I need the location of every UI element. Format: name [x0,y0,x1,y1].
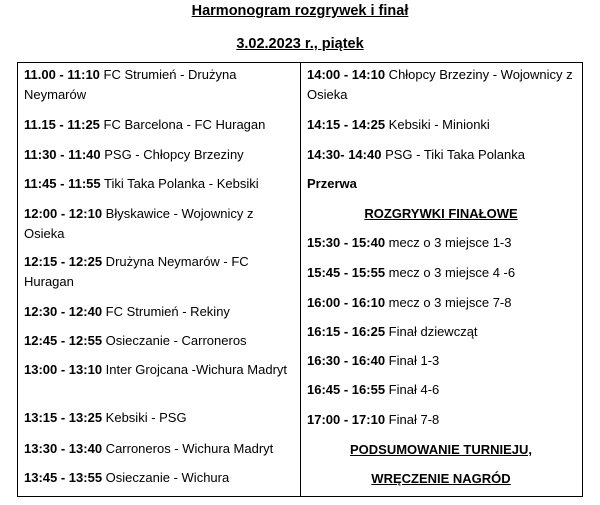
schedule-entry: 14:15 - 14:25 Kebsiki - Minionki [307,117,490,132]
schedule-entry: 11.00 - 11:10 FC Strumień - Drużyna Neymarów [24,67,237,102]
schedule-entry: 16:00 - 16:10 mecz o 3 miejsce 7-8 [307,295,512,310]
schedule-entry: 13:30 - 13:40 Carroneros - Wichura Madryt [24,441,274,456]
summary-heading: PODSUMOWANIE TURNIEJU, [349,442,532,457]
schedule-entry: 12:45 - 12:55 Osieczanie - Carroneros [24,333,247,348]
schedule-entry: 15:45 - 15:55 mecz o 3 miejsce 4 -6 [307,265,516,280]
schedule-entry: 15:30 - 15:40 mecz o 3 miejsce 1-3 [307,235,512,250]
page-title: Harmonogram rozgrywek i finał [191,3,409,19]
schedule-entry: 13:45 - 13:55 Osieczanie - Wichura [24,470,230,485]
finals-heading: ROZGRYWKI FINAŁOWE [364,206,518,221]
schedule-table [17,62,583,497]
schedule-entry: 13:00 - 13:10 Inter Grojcana -Wichura Madryt [24,362,288,377]
schedule-entry: 12:00 - 12:10 Błyskawice - Wojownicy z Osieka [24,206,254,241]
awards-heading: WRĘCZENIE NAGRÓD [371,471,511,486]
column-divider [300,63,301,496]
schedule-entry: 16:30 - 16:40 Finał 1-3 [307,353,440,368]
schedule-entry: 14:30- 14:40 PSG - Tiki Taka Polanka [307,147,525,162]
schedule-entry: 11:30 - 11:40 PSG - Chłopcy Brzeziny [24,147,244,162]
schedule-entry: 16:15 - 16:25 Finał dziewcząt [307,324,478,339]
schedule-entry: 16:45 - 16:55 Finał 4-6 [307,382,440,397]
break-label: Przerwa [307,176,357,191]
schedule-entry: 14:00 - 14:10 Chłopcy Brzeziny - Wojownicy z Osieka [307,67,573,102]
schedule-entry: 13:15 - 13:25 Kebsiki - PSG [24,410,187,425]
event-date: 3.02.2023 r., piątek [236,36,364,52]
schedule-entry: 12:15 - 12:25 Drużyna Neymarów - FC Huragan [24,254,249,289]
schedule-entry: 12:30 - 12:40 FC Strumień - Rekiny [24,304,230,319]
schedule-entry: 17:00 - 17:10 Finał 7-8 [307,412,440,427]
schedule-entry: 11.15 - 11:25 FC Barcelona - FC Huragan [24,117,266,132]
schedule-entry: 11:45 - 11:55 Tiki Taka Polanka - Kebsiki [24,176,259,191]
